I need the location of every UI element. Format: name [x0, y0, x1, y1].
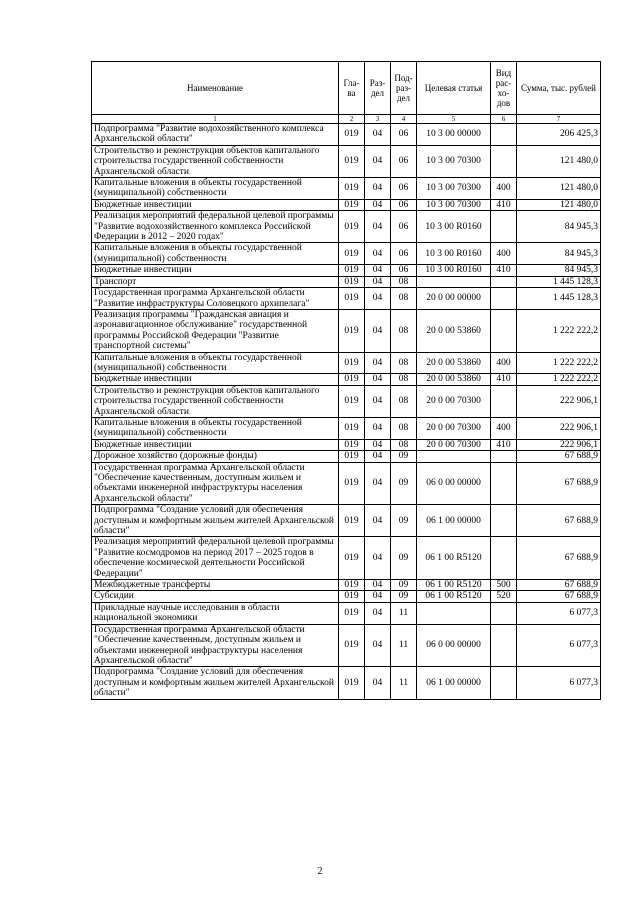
cell-podrazdel: 08: [391, 385, 417, 417]
cell-cel: [417, 276, 491, 287]
cell-glava: 019: [339, 602, 365, 624]
cell-razdel: 04: [365, 624, 391, 667]
cell-name: Транспорт: [92, 276, 339, 287]
cell-summa: 1 445 128,3: [517, 276, 601, 287]
cell-glava: 019: [339, 276, 365, 287]
header-razdel: Раз-дел: [365, 62, 391, 115]
cell-podrazdel: 08: [391, 352, 417, 374]
cell-razdel: 04: [365, 178, 391, 200]
table-row: [92, 276, 601, 287]
cell-podrazdel: 08: [391, 417, 417, 439]
cell-summa: 67 688,9: [517, 505, 601, 537]
table-row: [92, 265, 601, 276]
cell-podrazdel: 06: [391, 199, 417, 210]
cell-summa: 1 222 222,2: [517, 309, 601, 352]
table-row: [92, 451, 601, 462]
cell-summa: 222 906,1: [517, 417, 601, 439]
cell-glava: 019: [339, 211, 365, 243]
cell-podrazdel: 06: [391, 178, 417, 200]
cell-summa: 84 945,3: [517, 265, 601, 276]
cell-podrazdel: 09: [391, 462, 417, 505]
header-glava: Гла-ва: [339, 62, 365, 115]
cell-cel: 10 3 00 R0160: [417, 243, 491, 265]
cell-cel: 20 0 00 53860: [417, 374, 491, 385]
cell-summa: 206 425,3: [517, 124, 601, 146]
cell-vid: [491, 124, 517, 146]
cell-name: Субсидии: [92, 591, 339, 602]
cell-name: Государственная программа Архангельской области "Развитие инфраструктуры Соловецкого архипелага": [92, 288, 339, 310]
cell-glava: 019: [339, 580, 365, 591]
cell-razdel: 04: [365, 352, 391, 374]
column-number-row: [92, 115, 601, 124]
cell-glava: 019: [339, 145, 365, 177]
cell-vid: [491, 537, 517, 580]
cell-podrazdel: 09: [391, 451, 417, 462]
cell-cel: 06 1 00 R5120: [417, 580, 491, 591]
cell-razdel: 04: [365, 580, 391, 591]
cell-razdel: 04: [365, 309, 391, 352]
table-row: [92, 417, 601, 439]
cell-podrazdel: 11: [391, 624, 417, 667]
cell-cel: 06 1 00 00000: [417, 505, 491, 537]
cell-cel: [417, 602, 491, 624]
cell-podrazdel: 08: [391, 309, 417, 352]
cell-podrazdel: 08: [391, 276, 417, 287]
header-cel: Целевая статья: [417, 62, 491, 115]
cell-name: Подпрограмма "Создание условий для обеспечения доступным и комфортным жильем жителей Архангельской области": [92, 667, 339, 699]
cell-glava: 019: [339, 451, 365, 462]
cell-cel: 10 3 00 00000: [417, 124, 491, 146]
cell-razdel: 04: [365, 124, 391, 146]
table-row: [92, 602, 601, 624]
column-number: 5: [417, 115, 491, 124]
cell-razdel: 04: [365, 602, 391, 624]
table-row: [92, 374, 601, 385]
cell-cel: 20 0 00 53860: [417, 352, 491, 374]
cell-glava: 019: [339, 591, 365, 602]
cell-summa: 6 077,3: [517, 602, 601, 624]
column-number: 1: [92, 115, 339, 124]
cell-cel: 06 0 00 00000: [417, 624, 491, 667]
cell-podrazdel: 06: [391, 243, 417, 265]
cell-podrazdel: 09: [391, 505, 417, 537]
cell-summa: 1 445 128,3: [517, 288, 601, 310]
header-row: [92, 62, 601, 115]
cell-cel: 20 0 00 70300: [417, 439, 491, 450]
cell-glava: 019: [339, 243, 365, 265]
table-row: [92, 352, 601, 374]
cell-glava: 019: [339, 288, 365, 310]
cell-razdel: 04: [365, 462, 391, 505]
cell-podrazdel: 06: [391, 211, 417, 243]
cell-podrazdel: 08: [391, 439, 417, 450]
cell-cel: 10 3 00 70300: [417, 199, 491, 210]
cell-summa: 121 480,0: [517, 199, 601, 210]
table-row: [92, 145, 601, 177]
cell-razdel: 04: [365, 591, 391, 602]
cell-glava: 019: [339, 178, 365, 200]
cell-razdel: 04: [365, 199, 391, 210]
cell-cel: 10 3 00 R0160: [417, 265, 491, 276]
cell-vid: [491, 667, 517, 699]
cell-name: Строительство и реконструкция объектов капитального строительства государственной собственности Архангельской области: [92, 145, 339, 177]
table-row: [92, 124, 601, 146]
cell-name: Дорожное хозяйство (дорожные фонды): [92, 451, 339, 462]
cell-glava: 019: [339, 265, 365, 276]
cell-summa: 67 688,9: [517, 462, 601, 505]
cell-name: Подпрограмма "Развитие водохозяйственного комплекса Архангельской области": [92, 124, 339, 146]
cell-vid: [491, 624, 517, 667]
cell-name: Бюджетные инвестиции: [92, 374, 339, 385]
cell-vid: 400: [491, 243, 517, 265]
cell-vid: [491, 276, 517, 287]
cell-name: Капитальные вложения в объекты государственной (муниципальной) собственности: [92, 178, 339, 200]
cell-cel: 20 0 00 53860: [417, 309, 491, 352]
cell-name: Бюджетные инвестиции: [92, 199, 339, 210]
cell-cel: 06 1 00 00000: [417, 667, 491, 699]
cell-summa: 1 222 222,2: [517, 374, 601, 385]
table-row: [92, 199, 601, 210]
cell-glava: 019: [339, 624, 365, 667]
cell-name: Реализация программы "Гражданская авиация и аэронавигационное обслуживание" государственной программы Российской Федерации "Развитие транспортной системы": [92, 309, 339, 352]
cell-vid: [491, 145, 517, 177]
cell-razdel: 04: [365, 276, 391, 287]
cell-glava: 019: [339, 462, 365, 505]
cell-vid: 400: [491, 352, 517, 374]
column-number: 6: [491, 115, 517, 124]
cell-summa: 67 688,9: [517, 580, 601, 591]
cell-vid: 500: [491, 580, 517, 591]
cell-razdel: 04: [365, 288, 391, 310]
cell-razdel: 04: [365, 385, 391, 417]
table-row: [92, 211, 601, 243]
column-number: 2: [339, 115, 365, 124]
cell-vid: [491, 385, 517, 417]
cell-razdel: 04: [365, 243, 391, 265]
cell-cel: 06 1 00 R5120: [417, 591, 491, 602]
cell-summa: 67 688,9: [517, 591, 601, 602]
cell-razdel: 04: [365, 265, 391, 276]
cell-name: Реализация мероприятий федеральной целевой программы "Развитие водохозяйственного комплекса Российской Федерации в 2012 – 2020 годах": [92, 211, 339, 243]
cell-cel: 20 0 00 70300: [417, 385, 491, 417]
table-row: [92, 385, 601, 417]
cell-vid: [491, 309, 517, 352]
column-number: 3: [365, 115, 391, 124]
table-row: [92, 667, 601, 699]
cell-vid: 400: [491, 417, 517, 439]
cell-vid: 410: [491, 374, 517, 385]
table-row: [92, 288, 601, 310]
cell-razdel: 04: [365, 417, 391, 439]
table-row: [92, 505, 601, 537]
cell-razdel: 04: [365, 537, 391, 580]
page-number: 2: [317, 866, 323, 877]
cell-podrazdel: 09: [391, 537, 417, 580]
cell-vid: [491, 462, 517, 505]
cell-cel: 10 3 00 R0160: [417, 211, 491, 243]
cell-cel: 10 3 00 70300: [417, 178, 491, 200]
cell-podrazdel: 11: [391, 602, 417, 624]
cell-razdel: 04: [365, 451, 391, 462]
cell-summa: 84 945,3: [517, 243, 601, 265]
cell-glava: 019: [339, 352, 365, 374]
cell-vid: 520: [491, 591, 517, 602]
table-row: [92, 439, 601, 450]
cell-summa: 84 945,3: [517, 211, 601, 243]
cell-summa: 121 480,0: [517, 145, 601, 177]
cell-cel: [417, 451, 491, 462]
table-row: [92, 309, 601, 352]
cell-name: Прикладные научные исследования в области национальной экономики: [92, 602, 339, 624]
cell-glava: 019: [339, 309, 365, 352]
cell-name: Строительство и реконструкция объектов капитального строительства государственной собственности Архангельской области: [92, 385, 339, 417]
cell-podrazdel: 06: [391, 265, 417, 276]
cell-summa: 67 688,9: [517, 537, 601, 580]
cell-name: Межбюджетные трансферты: [92, 580, 339, 591]
cell-name: Капитальные вложения в объекты государственной (муниципальной) собственности: [92, 417, 339, 439]
cell-glava: 019: [339, 374, 365, 385]
cell-glava: 019: [339, 505, 365, 537]
cell-vid: [491, 505, 517, 537]
cell-vid: [491, 602, 517, 624]
cell-vid: [491, 451, 517, 462]
cell-podrazdel: 08: [391, 374, 417, 385]
cell-vid: [491, 288, 517, 310]
cell-podrazdel: 08: [391, 288, 417, 310]
cell-summa: 1 222 222,2: [517, 352, 601, 374]
budget-table: [91, 61, 601, 700]
cell-razdel: 04: [365, 439, 391, 450]
cell-glava: 019: [339, 417, 365, 439]
cell-name: Подпрограмма "Создание условий для обеспечения доступным и комфортным жильем жителей Архангельской области": [92, 505, 339, 537]
cell-cel: 06 1 00 R5120: [417, 537, 491, 580]
cell-name: Бюджетные инвестиции: [92, 439, 339, 450]
cell-podrazdel: 06: [391, 124, 417, 146]
cell-summa: 222 906,1: [517, 385, 601, 417]
header-name: Наименование: [92, 62, 339, 115]
cell-summa: 6 077,3: [517, 624, 601, 667]
cell-name: Государственная программа Архангельской области "Обеспечение качественным, доступным жильем и объектами инженерной инфраструктуры населения Архангельской области": [92, 462, 339, 505]
cell-glava: 019: [339, 385, 365, 417]
cell-glava: 019: [339, 124, 365, 146]
cell-vid: [491, 211, 517, 243]
cell-cel: 10 3 00 70300: [417, 145, 491, 177]
cell-vid: 410: [491, 265, 517, 276]
table-body: [92, 124, 601, 700]
cell-summa: 222 906,1: [517, 439, 601, 450]
cell-vid: 410: [491, 439, 517, 450]
table-row: [92, 580, 601, 591]
header-podrazdel: Под-раз-дел: [391, 62, 417, 115]
header-vid: Вид рас-хо-дов: [491, 62, 517, 115]
column-number: 7: [517, 115, 601, 124]
cell-cel: 06 0 00 00000: [417, 462, 491, 505]
cell-summa: 121 480,0: [517, 178, 601, 200]
cell-vid: 410: [491, 199, 517, 210]
cell-podrazdel: 06: [391, 145, 417, 177]
cell-cel: 20 0 00 70300: [417, 417, 491, 439]
header-summa: Сумма, тыс. рублей: [517, 62, 601, 115]
table-row: [92, 462, 601, 505]
cell-glava: 019: [339, 439, 365, 450]
cell-glava: 019: [339, 537, 365, 580]
cell-name: Государственная программа Архангельской области "Обеспечение качественным, доступным жильем и объектами инженерной инфраструктуры населения Архангельской области": [92, 624, 339, 667]
cell-razdel: 04: [365, 374, 391, 385]
cell-name: Капитальные вложения в объекты государственной (муниципальной) собственности: [92, 243, 339, 265]
cell-cel: 20 0 00 00000: [417, 288, 491, 310]
cell-summa: 67 688,9: [517, 451, 601, 462]
column-number: 4: [391, 115, 417, 124]
cell-glava: 019: [339, 199, 365, 210]
cell-summa: 6 077,3: [517, 667, 601, 699]
cell-podrazdel: 09: [391, 580, 417, 591]
table-row: [92, 178, 601, 200]
cell-razdel: 04: [365, 211, 391, 243]
cell-name: Капитальные вложения в объекты государственной (муниципальной) собственности: [92, 352, 339, 374]
cell-podrazdel: 09: [391, 591, 417, 602]
cell-razdel: 04: [365, 667, 391, 699]
cell-vid: 400: [491, 178, 517, 200]
table-row: [92, 537, 601, 580]
cell-glava: 019: [339, 667, 365, 699]
table-row: [92, 591, 601, 602]
cell-podrazdel: 11: [391, 667, 417, 699]
table-row: [92, 624, 601, 667]
cell-razdel: 04: [365, 505, 391, 537]
cell-name: Бюджетные инвестиции: [92, 265, 339, 276]
table-row: [92, 243, 601, 265]
cell-name: Реализация мероприятий федеральной целевой программы "Развитие космодромов на период 2017 – 2025 годов в обеспечение космической деятельности Российской Федерации": [92, 537, 339, 580]
cell-razdel: 04: [365, 145, 391, 177]
